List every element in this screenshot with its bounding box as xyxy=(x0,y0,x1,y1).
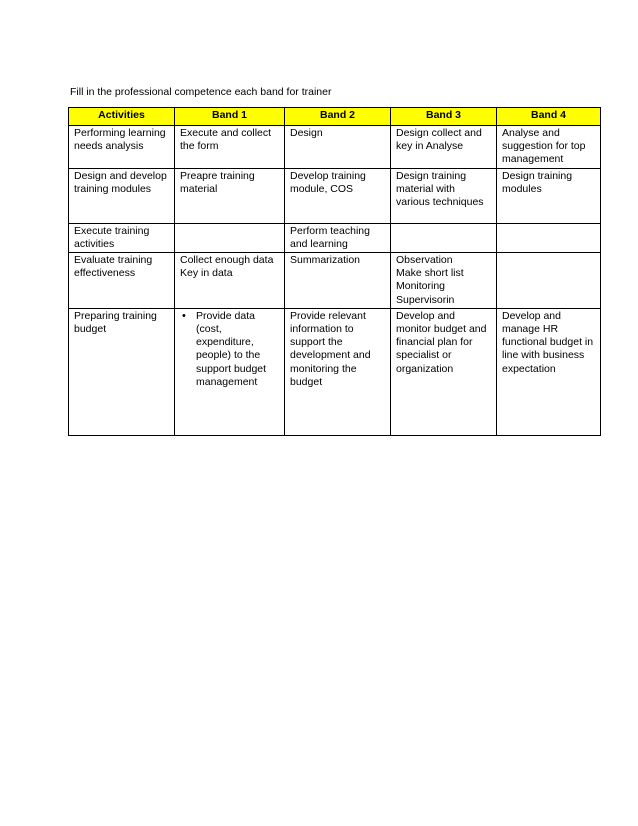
band-3-cell xyxy=(391,223,497,252)
band-4-cell: Analyse and suggestion for top management xyxy=(497,126,601,169)
band-4-cell: Design training modules xyxy=(497,168,601,223)
column-header-band-3: Band 3 xyxy=(391,108,497,126)
band-2-cell: Provide relevant information to support the development and monitoring the budget xyxy=(285,308,391,435)
activity-cell: Execute training activities xyxy=(69,223,175,252)
bullet-item: • Provide data (cost, expenditure, people) to the support budget management xyxy=(196,310,279,389)
band-3-cell: Observation Make short list Monitoring Supervisorin xyxy=(391,253,497,309)
table-row xyxy=(69,223,601,252)
band-2-cell: Summarization xyxy=(285,253,391,309)
band-2-cell: Design xyxy=(285,126,391,169)
activity-cell: Design and develop training modules xyxy=(69,168,175,223)
activity-cell: Preparing training budget xyxy=(69,308,175,435)
activity-cell: Evaluate training effectiveness xyxy=(69,253,175,309)
band-4-cell xyxy=(497,223,601,252)
band-2-cell: Develop training module, COS xyxy=(285,168,391,223)
column-header-band-4: Band 4 xyxy=(497,108,601,126)
band-2-cell: Perform teaching and learning xyxy=(285,223,391,252)
band-4-cell xyxy=(497,253,601,309)
band-1-cell xyxy=(175,223,285,252)
band-1-cell: Execute and collect the form xyxy=(175,126,285,169)
activity-cell: Performing learning needs analysis xyxy=(69,126,175,169)
column-header-band-1: Band 1 xyxy=(175,108,285,126)
band-3-cell: Design training material with various techniques xyxy=(391,168,497,223)
band-1-cell xyxy=(175,308,285,435)
band-3-cell: Develop and monitor budget and financial plan for specialist or organization xyxy=(391,308,497,435)
table-row xyxy=(69,126,601,169)
band-1-cell: Preapre training material xyxy=(175,168,285,223)
band-3-cell: Design collect and key in Analyse xyxy=(391,126,497,169)
band-1-cell: Collect enough data Key in data xyxy=(175,253,285,309)
bullet-list xyxy=(180,310,279,389)
column-header-activities: Activities xyxy=(69,108,175,126)
band-4-cell: Develop and manage HR functional budget in line with business expectation xyxy=(497,308,601,435)
table-row xyxy=(69,308,601,435)
table-row xyxy=(69,168,601,223)
column-header-band-2: Band 2 xyxy=(285,108,391,126)
document-heading: Fill in the professional competence each band for trainer xyxy=(70,86,332,98)
table-row xyxy=(69,253,601,309)
table-header-row xyxy=(69,108,601,126)
competence-table xyxy=(68,107,601,436)
